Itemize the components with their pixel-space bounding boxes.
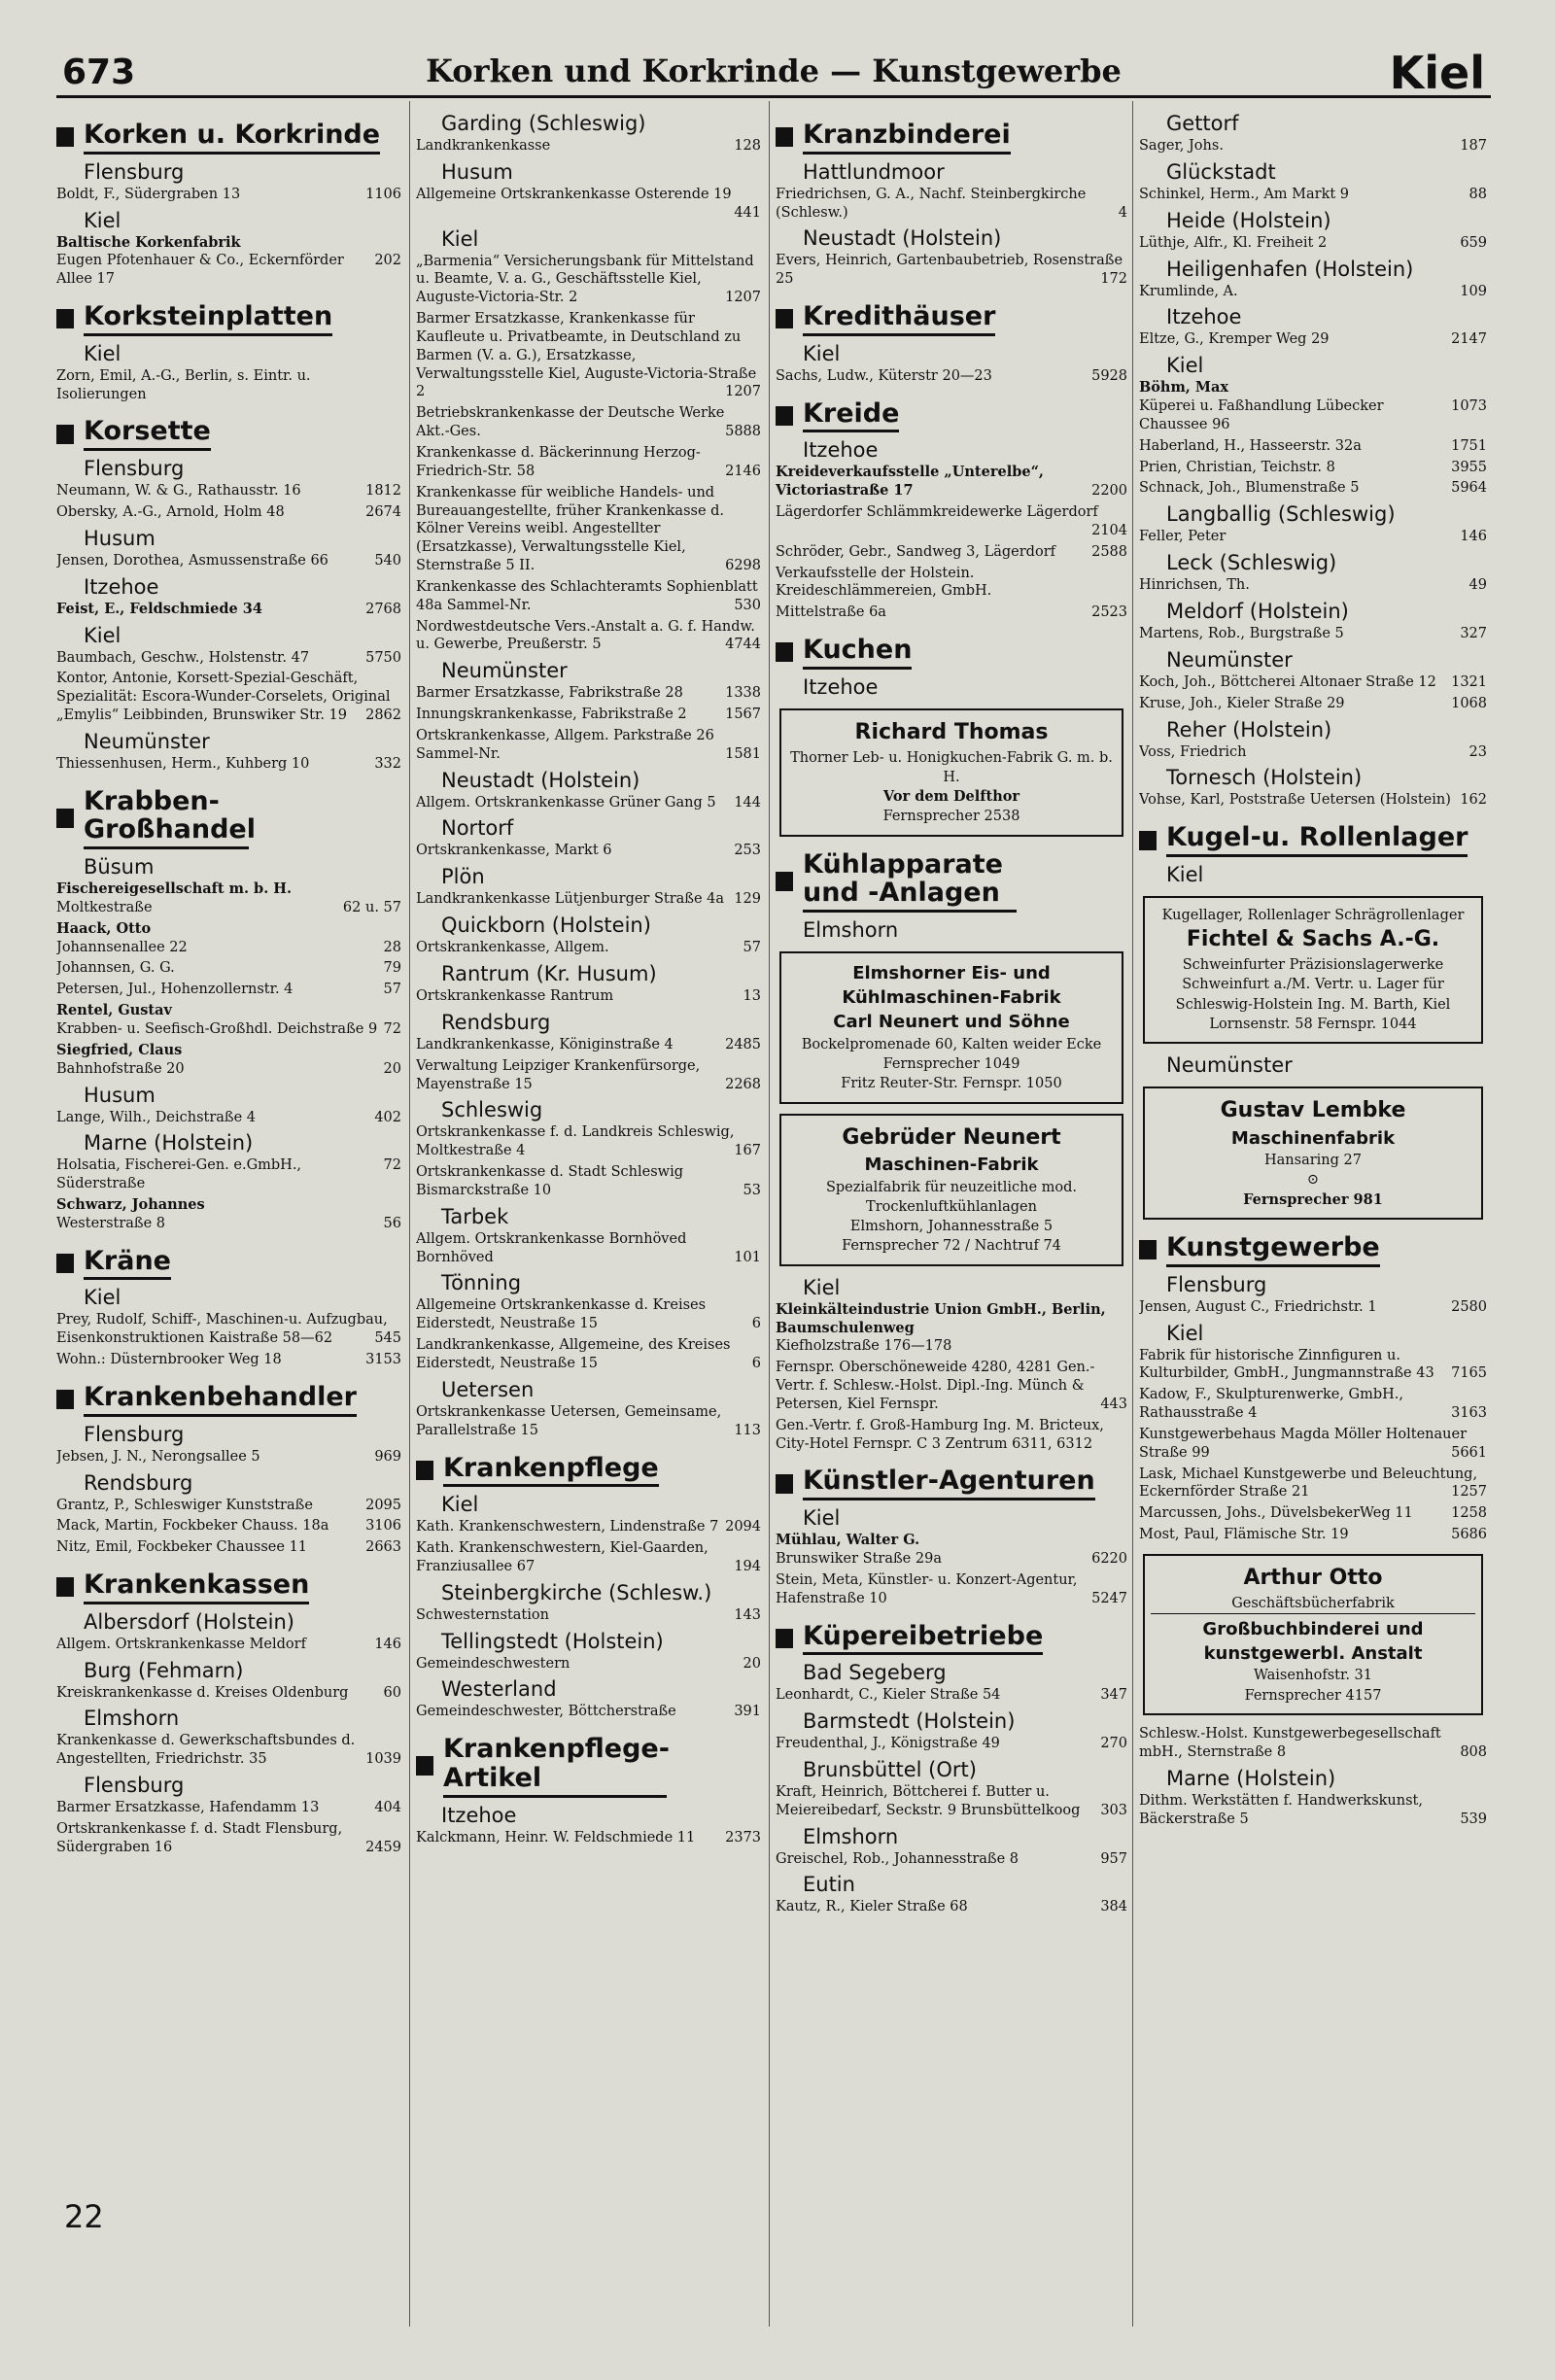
list-item: 957 Greischel, Rob., Johannesstraße 8	[776, 1850, 1127, 1867]
category-heading: Kreide	[776, 399, 1127, 433]
city-heading: Kiel	[441, 226, 479, 251]
city-heading: Leck (Schleswig)	[1166, 551, 1337, 575]
list-item: Fernspr. Oberschöneweide 4280, 4281 Gen.-Vertr. f. Schlesw.-Holst. Dipl.-Ing. Münch & Petersen, Kiel Fernspr. 443	[776, 1360, 1127, 1412]
list-item: Lask, Michael Kunstgewerbe und Beleuchtung, Eckernförder Straße 21 1257	[1139, 1466, 1487, 1500]
list-item: 49 Hinrichsen, Th.	[1139, 577, 1487, 594]
list-item: 72 Holsatia, Fischerei-Gen. e.GmbH., Süderstraße	[56, 1157, 401, 1192]
header-rule	[56, 95, 1491, 98]
list-item: Kreideverkaufsstelle „Unterelbe“, Victoriastraße 17 2200	[776, 464, 1127, 500]
column-divider	[1132, 101, 1133, 2327]
city-heading: Marne (Holstein)	[1166, 1766, 1336, 1790]
list-item: Kadow, F., Skulpturenwerke, GmbH., Rathausstraße 4 3163	[1139, 1387, 1487, 1422]
city-heading: Rantrum (Kr. Husum)	[441, 962, 657, 985]
bullet-square-icon	[1139, 831, 1157, 850]
page-title: Korken und Korkrinde — Kunstgewerbe	[426, 52, 1122, 89]
city-heading: Tarbek	[441, 1204, 509, 1228]
list-item: Gen.-Vertr. f. Groß-Hamburg Ing. M. Bricteux, City-Hotel Fernspr. C 3 Zentrum 6311, 6312	[776, 1417, 1104, 1452]
city-heading: Kiel	[84, 208, 121, 232]
city-heading: Büsum	[84, 855, 155, 880]
city-heading: Itzehoe	[1166, 305, 1242, 329]
list-item: Evers, Heinrich, Gartenbaubetrieb, Rosenstraße 25 172	[776, 253, 1127, 288]
bullet-square-icon	[56, 127, 74, 147]
page-city: Kiel	[1389, 47, 1485, 99]
city-heading: Flensburg	[84, 159, 185, 184]
list-item: Landkrankenkasse, Allgemeine, des Kreises Eiderstedt, Neustraße 15 6	[416, 1337, 761, 1371]
category-heading: Kredithäuser	[776, 302, 1127, 336]
bullet-square-icon	[56, 1577, 74, 1597]
category-heading: Krankenpflege-Artikel	[416, 1735, 761, 1797]
city-heading: Uetersen	[441, 1377, 535, 1401]
list-item: 5928 Sachs, Ludw., Küterstr 20—23	[776, 367, 1127, 384]
list-item: Verwaltung Leipziger Krankenfürsorge, Mayenstraße 15 2268	[416, 1057, 761, 1092]
list-item: 402 Lange, Wilh., Deichstraße 4	[56, 1109, 401, 1125]
bullet-square-icon	[776, 1474, 793, 1494]
city-heading: Neumünster	[441, 659, 568, 683]
list-item: Ortskrankenkasse, Allgem. Parkstraße 26 Sammel-Nr. 1581	[416, 727, 761, 762]
list-item: 128 Landkrankenkasse	[416, 138, 761, 154]
list-item: Mack, Martin, Fockbeker Chauss. 18a 3106	[56, 1518, 401, 1535]
city-heading: Neustadt (Holstein)	[803, 226, 1002, 251]
list-item: 88 Schinkel, Herm., Am Markt 9	[1139, 186, 1487, 202]
city-heading: Flensburg	[1166, 1272, 1267, 1296]
city-heading: Langballig (Schleswig)	[1166, 502, 1396, 527]
city-heading: Marne (Holstein)	[84, 1131, 254, 1156]
category-heading: Krabben-Großhandel	[56, 787, 401, 849]
list-item: 1751 Haberland, H., Hasseerstr. 32a	[1139, 437, 1487, 454]
advertisement-box: Richard Thomas Thorner Leb- u. Honigkuchen-Fabrik G. m. b. H. Vor dem Delfthor Fernsprecher 2538	[779, 708, 1123, 837]
list-item: 327 Martens, Rob., Burgstraße 5	[1139, 625, 1487, 641]
city-heading: Kiel	[1166, 862, 1204, 886]
city-heading: Husum	[441, 159, 513, 184]
city-heading: Schleswig	[441, 1098, 543, 1122]
list-item: Rentel, Gustav 72 Krabben- u. Seefisch-Großhdl. Deichstraße 9	[56, 1002, 401, 1037]
city-heading: Glückstadt	[1166, 159, 1276, 184]
list-item: 969 Jebsen, J. N., Nerongsallee 5	[56, 1448, 401, 1465]
category-heading: Kuchen	[776, 636, 1127, 670]
city-heading: Flensburg	[84, 1774, 185, 1798]
list-item: 2523 Mittelstraße 6a	[776, 604, 1127, 621]
list-item: 2674 Obersky, A.-G., Arnold, Holm 48	[56, 503, 401, 520]
list-item: 2768 Feist, E., Feldschmiede 34	[56, 600, 401, 617]
list-item: Kraft, Heinrich, Böttcherei f. Butter u. Meiereibedarf, Seckstr. 9 Brunsbüttelkoog 303	[776, 1783, 1127, 1818]
advertisement-box: Gustav Lembke Maschinenfabrik Hansaring 27 ⊙ Fernsprecher 981	[1143, 1087, 1483, 1220]
bullet-square-icon	[56, 809, 74, 828]
category-heading: Korken u. Korkrinde	[56, 121, 401, 155]
list-item: Barmer Ersatzkasse, Hafendamm 13 404	[56, 1800, 401, 1816]
city-heading: Kiel	[441, 1493, 479, 1517]
advertisement-box: Kugellager, Rollenlager Schrägrollenlager Fichtel & Sachs A.-G. Schweinfurter Präzisionslagerwerke Schweinfurt a./M. Vertr. u. Lager für Schleswig-Holstein Ing. M. Barth, Kiel Lornsenstr. 58 Fernspr. 1044	[1143, 896, 1483, 1044]
bullet-square-icon	[776, 127, 793, 147]
city-heading: Brunsbüttel (Ort)	[803, 1757, 977, 1781]
list-item: Baumbach, Geschw., Holstenstr. 47 5750	[56, 649, 401, 666]
city-heading: Flensburg	[84, 1422, 185, 1446]
list-item: 13 Ortskrankenkasse Rantrum	[416, 988, 761, 1004]
city-heading: Itzehoe	[84, 574, 159, 599]
list-item: 270 Freudenthal, J., Königstraße 49	[776, 1736, 1127, 1752]
list-item: Jensen, Dorothea, Asmussenstraße 66 540	[56, 552, 401, 569]
list-item: 187 Sager, Johs.	[1139, 138, 1487, 154]
list-item: Allgemeine Ortskrankenkasse Osterende 19 441	[416, 186, 761, 221]
advertisement-box: Elmshorner Eis- und Kühlmaschinen-Fabrik Carl Neunert und Söhne Bockelpromenade 60, Kalten weider Ecke Fernsprecher 1049 Fritz Reuter-Str. Fernspr. 1050	[779, 951, 1123, 1103]
list-item: 1068 Kruse, Joh., Kieler Straße 29	[1139, 695, 1487, 711]
bullet-square-icon	[56, 1254, 74, 1273]
list-item: 1106 Boldt, F., Südergraben 13	[56, 186, 401, 202]
list-item: Ortskrankenkasse Uetersen, Gemeinsame, Parallelstraße 15 113	[416, 1403, 761, 1438]
city-heading: Heide (Holstein)	[1166, 208, 1331, 232]
category-heading: Krankenkassen	[56, 1570, 401, 1604]
list-item: Krankenkasse des Schlachteramts Sophienblatt 48a Sammel-Nr. 530	[416, 578, 761, 613]
city-heading: Kiel	[1166, 354, 1204, 378]
list-item: Mühlau, Walter G. 6220 Brunswiker Straße 29a	[776, 1532, 1127, 1567]
city-heading: Hattlundmoor	[803, 159, 945, 184]
category-heading: Kunstgewerbe	[1139, 1233, 1487, 1267]
list-item: Gemeindeschwester, Böttcherstraße 391	[416, 1704, 761, 1720]
city-heading: Kiel	[84, 623, 121, 647]
city-heading: Tellingstedt (Holstein)	[441, 1629, 664, 1653]
city-heading: Elmshorn	[803, 918, 899, 943]
category-heading: Kranzbinderei	[776, 121, 1127, 155]
list-item: Fischereigesellschaft m. b. H. 62 u. 57 Moltkestraße	[56, 880, 401, 915]
bullet-square-icon	[56, 309, 74, 328]
category-heading: Korksteinplatten	[56, 302, 401, 336]
city-heading: Kiel	[84, 341, 121, 365]
city-heading: Steinbergkirche (Schlesw.)	[441, 1580, 712, 1604]
list-item: Siegfried, Claus 20 Bahnhofstraße 20	[56, 1041, 401, 1077]
list-item: Baltische Korkenfabrik 202 Eugen Pfotenhauer & Co., Eckernförder Allee 17	[56, 233, 401, 288]
city-heading: Gettorf	[1166, 112, 1239, 135]
city-heading: Kiel	[803, 1506, 841, 1531]
list-item: Krankenkasse d. Gewerkschaftsbundes d. Angestellten, Friedrichstr. 35 1039	[56, 1733, 401, 1768]
city-heading: Kiel	[84, 1286, 121, 1310]
list-item: 3955 Prien, Christian, Teichstr. 8	[1139, 459, 1487, 475]
bullet-square-icon	[776, 309, 793, 328]
city-heading: Kiel	[803, 341, 841, 365]
city-heading: Neumünster	[1166, 647, 1293, 672]
list-item: Innungskrankenkasse, Fabrikstraße 2 1567	[416, 707, 761, 723]
advertisement-box: Gebrüder Neunert Maschinen-Fabrik Spezialfabrik für neuzeitliche mod. Trockenluftkühlanlagen Elmshorn, Johannesstraße 5 Fernsprecher 72 / Nachtruf 74	[779, 1114, 1123, 1266]
list-item: Allgem. Ortskrankenkasse Grüner Gang 5 144	[416, 794, 761, 811]
city-heading: Quickborn (Holstein)	[441, 914, 651, 938]
city-heading: Itzehoe	[803, 438, 879, 463]
list-item: Ortskrankenkasse f. d. Stadt Flensburg, Südergraben 16 2459	[56, 1820, 401, 1855]
column-2	[416, 107, 761, 2342]
advertisement-box: Arthur Otto Geschäftsbücherfabrik Großbuchbinderei und kunstgewerbl. Anstalt Waisenhofstr. 31 Fernsprecher 4157	[1143, 1554, 1483, 1715]
city-heading: Itzehoe	[441, 1803, 517, 1827]
list-item: 253 Ortskrankenkasse, Markt 6	[416, 843, 761, 859]
bullet-square-icon	[776, 1629, 793, 1648]
city-heading: Rendsburg	[84, 1470, 193, 1495]
list-item: Schlesw.-Holst. Kunstgewerbegesellschaft mbH., Sternstraße 8 808	[1139, 1726, 1487, 1760]
city-heading: Flensburg	[84, 457, 185, 481]
city-heading: Tornesch (Holstein)	[1166, 766, 1363, 790]
page-number: 673	[62, 52, 136, 92]
city-heading: Barmstedt (Holstein)	[803, 1709, 1016, 1734]
city-heading: Rendsburg	[441, 1010, 551, 1034]
city-heading: Burg (Fehmarn)	[84, 1658, 244, 1682]
city-heading: Albersdorf (Holstein)	[84, 1609, 295, 1634]
list-item: Nitz, Emil, Fockbeker Chaussee 11 2663	[56, 1539, 401, 1556]
list-item: Kunstgewerbehaus Magda Möller Holtenauer Straße 99 5661	[1139, 1426, 1487, 1461]
list-item: Barmer Ersatzkasse, Krankenkasse für Kaufleute u. Privatbeamte, in Deutschland zu Barmen (V. a. G.), Ersatzkasse, Verwaltungsstelle Kiel, Auguste-Victoria-Straße 2 1207	[416, 311, 761, 400]
city-heading: Garding (Schleswig)	[441, 112, 646, 135]
list-item: Schröder, Gebr., Sandweg 3, Lägerdorf 2588	[776, 543, 1127, 560]
city-heading: Eutin	[803, 1873, 855, 1897]
list-item: 146 Feller, Peter	[1139, 529, 1487, 545]
city-heading: Itzehoe	[803, 674, 879, 699]
category-heading: Küpereibetriebe	[776, 1622, 1127, 1656]
list-item: Jensen, August C., Friedrichstr. 1 2580	[1139, 1298, 1487, 1315]
city-heading: Elmshorn	[84, 1707, 180, 1731]
category-heading: Kräne	[56, 1247, 401, 1281]
list-item: Haack, Otto 28 Johannsenallee 22	[56, 919, 401, 955]
column-3	[776, 107, 1127, 2342]
list-item: Barmer Ersatzkasse, Fabrikstraße 28 1338	[416, 685, 761, 702]
list-item: Landkrankenkasse Lütjenburger Straße 4a 129	[416, 891, 761, 908]
bullet-square-icon	[416, 1461, 433, 1480]
list-item: Kontor, Antonie, Korsett-Spezial-Geschäft, Spezialität: Escora-Wunder-Corselets, Original „Emylis“ Leibbinden, Brunswiker Str. 19 2862	[56, 671, 401, 724]
city-heading: Elmshorn	[803, 1824, 899, 1848]
city-heading: Tönning	[441, 1271, 522, 1295]
list-item: Betriebskrankenkasse der Deutsche Werke Akt.-Ges. 5888	[416, 405, 761, 440]
bullet-square-icon	[776, 642, 793, 662]
list-item: „Barmenia“ Versicherungsbank für Mittelstand u. Beamte, V. a. G., Geschäftsstelle Kiel, Auguste-Victoria-Str. 2 1207	[416, 253, 761, 306]
column-1	[56, 107, 401, 2298]
list-item: Lägerdorfer Schlämmkreidewerke Lägerdorf 2104	[776, 503, 1127, 538]
list-item: 79 Johannsen, G. G.	[56, 960, 401, 977]
city-heading: Bad Segeberg	[803, 1661, 947, 1685]
list-item: Kreiskrankenkasse d. Kreises Oldenburg 60	[56, 1684, 401, 1701]
list-item: 384 Kautz, R., Kieler Straße 68	[776, 1899, 1127, 1915]
list-item: Krankenkasse für weibliche Handels- und Bureauangestellte, früher Krankenkasse d. Kölner Vereins weibl. Angestellter (Ersatzkasse), Verwaltungsstelle Kiel, Sternstraße 5 II. 6298	[416, 484, 761, 574]
list-item: Zorn, Emil, A.-G., Berlin, s. Eintr. u. Isolierungen	[56, 367, 311, 402]
list-item: 23 Voss, Friedrich	[1139, 743, 1487, 760]
category-heading: Krankenpflege	[416, 1454, 761, 1488]
list-item: Thiessenhusen, Herm., Kuhberg 10 332	[56, 755, 401, 772]
list-item: Kath. Krankenschwestern, Lindenstraße 7 2094	[416, 1519, 761, 1535]
list-item: 1812 Neumann, W. & G., Rathausstr. 16	[56, 483, 401, 500]
list-item: Kleinkälteindustrie Union GmbH., Berlin, Baumschulenweg Kiefholzstraße 176—178	[776, 1300, 1106, 1355]
list-item: Wohn.: Düsternbrooker Weg 18 3153	[56, 1352, 401, 1368]
list-item: 5964 Schnack, Joh., Blumenstraße 5	[1139, 480, 1487, 497]
list-item: Friedrichsen, G. A., Nachf. Steinbergkirche (Schlesw.) 4	[776, 186, 1127, 221]
city-heading: Kiel	[803, 1275, 841, 1299]
bullet-square-icon	[416, 1756, 433, 1776]
list-item: Prey, Rudolf, Schiff-, Maschinen-u. Aufzugbau, Eisenkonstruktionen Kaistraße 58—62 545	[56, 1312, 401, 1347]
list-item: Kath. Krankenschwestern, Kiel-Gaarden, Franziusallee 67 194	[416, 1540, 761, 1574]
city-heading: Meldorf (Holstein)	[1166, 599, 1349, 623]
list-item: Marcussen, Johs., DüvelsbekerWeg 11 1258	[1139, 1505, 1487, 1522]
category-heading: Künstler-Agenturen	[776, 1466, 1127, 1500]
category-heading: Kühlapparate und -Anlagen	[776, 850, 1127, 913]
list-item: Nordwestdeutsche Vers.-Anstalt a. G. f. Handw. u. Gewerbe, Preußerstr. 5 4744	[416, 618, 761, 653]
category-heading: Korsette	[56, 417, 401, 451]
city-heading: Plön	[441, 865, 485, 889]
list-item: 57 Ortskrankenkasse, Allgem.	[416, 940, 761, 956]
list-item: 5686 Most, Paul, Flämische Str. 19	[1139, 1527, 1487, 1543]
list-item: 57 Petersen, Jul., Hohenzollernstr. 4	[56, 982, 401, 998]
category-heading: Krankenbehandler	[56, 1383, 401, 1417]
list-item: Allgem. Ortskrankenkasse Bornhöved Bornhöved 101	[416, 1230, 761, 1265]
city-heading: Neumünster	[1166, 1053, 1293, 1078]
list-item: 347 Leonhardt, C., Kieler Straße 54	[776, 1687, 1127, 1704]
list-item: Vohse, Karl, Poststraße Uetersen (Holstein) 162	[1139, 792, 1487, 809]
bullet-square-icon	[56, 1390, 74, 1409]
bullet-square-icon	[776, 872, 793, 891]
city-heading: Kiel	[1166, 1321, 1204, 1345]
list-item: Koch, Joh., Böttcherei Altonaer Straße 12 1321	[1139, 673, 1487, 690]
list-item: 20 Gemeindeschwestern	[416, 1655, 761, 1672]
city-heading: Heiligenhafen (Holstein)	[1166, 257, 1414, 281]
city-heading: Husum	[84, 526, 156, 550]
footer-number: 22	[64, 2198, 104, 2235]
phone-circle-icon: ⊙	[1306, 1172, 1320, 1189]
column-divider	[769, 101, 770, 2327]
list-item: Ortskrankenkasse f. d. Landkreis Schleswig, Moltkestraße 4 167	[416, 1124, 761, 1159]
list-item: Krankenkasse d. Bäckerinnung Herzog-Friedrich-Str. 58 2146	[416, 444, 761, 479]
list-item: Fabrik für historische Zinnfiguren u. Kulturbilder, GmbH., Jungmannstraße 43 7165	[1139, 1347, 1487, 1382]
list-item: Schwarz, Johannes 56 Westerstraße 8	[56, 1196, 401, 1231]
list-item: Ortskrankenkasse d. Stadt Schleswig Bismarckstraße 10 53	[416, 1164, 761, 1198]
bullet-square-icon	[56, 425, 74, 444]
list-item: Verkaufsstelle der Holstein. Kreideschlämmereien, GmbH.	[776, 565, 992, 600]
city-heading: Westerland	[441, 1677, 557, 1702]
city-heading: Reher (Holstein)	[1166, 717, 1332, 742]
list-item: 2147 Eltze, G., Kremper Weg 29	[1139, 331, 1487, 348]
list-item: Allgem. Ortskrankenkasse Meldorf 146	[56, 1636, 401, 1652]
city-heading: Nortorf	[441, 816, 514, 841]
list-item: Landkrankenkasse, Königinstraße 4 2485	[416, 1036, 761, 1052]
page-header	[62, 47, 1485, 101]
list-item: Kalckmann, Heinr. W. Feldschmiede 11 2373	[416, 1829, 761, 1845]
column-divider	[409, 101, 410, 2327]
column-4	[1139, 107, 1487, 2342]
list-item: Böhm, Max 1073 Küperei u. Faßhandlung Lübecker Chaussee 96	[1139, 379, 1487, 432]
list-item: 109 Krumlinde, A.	[1139, 283, 1487, 299]
list-item: Stein, Meta, Künstler- u. Konzert-Agentur, Hafenstraße 10 5247	[776, 1571, 1127, 1606]
list-item: Grantz, P., Schleswiger Kunststraße 2095	[56, 1497, 401, 1513]
list-item: 143 Schwesternstation	[416, 1606, 761, 1623]
list-item: Dithm. Werkstätten f. Handwerkskunst, Bäckerstraße 5 539	[1139, 1792, 1487, 1827]
list-item: 659 Lüthje, Alfr., Kl. Freiheit 2	[1139, 234, 1487, 251]
category-heading: Kugel-u. Rollenlager	[1139, 823, 1487, 857]
bullet-square-icon	[1139, 1240, 1157, 1259]
city-heading: Neustadt (Holstein)	[441, 768, 640, 792]
bullet-square-icon	[776, 406, 793, 426]
list-item: Allgemeine Ortskrankenkasse d. Kreises Eiderstedt, Neustraße 15 6	[416, 1297, 761, 1332]
city-heading: Husum	[84, 1083, 156, 1107]
city-heading: Neumünster	[84, 729, 210, 753]
